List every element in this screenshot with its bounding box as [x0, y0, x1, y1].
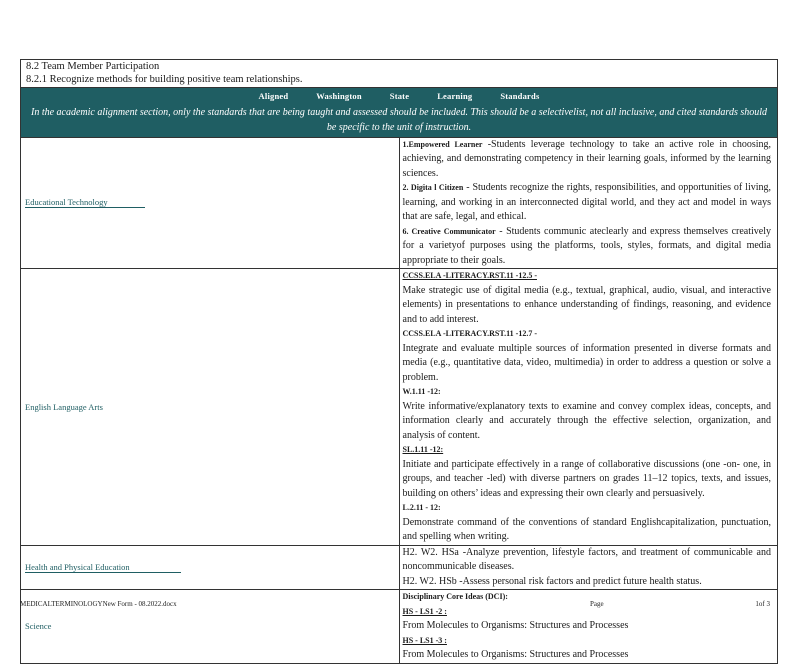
standard-line [403, 181, 772, 225]
row-label-text: English Language Arts [25, 401, 103, 412]
section-title: 8.2 Team Member Participation [26, 61, 160, 72]
standard-code: CCSS.ELA -LITERACY.RST.11 -12.7 - [402, 329, 537, 338]
row-content [399, 137, 778, 269]
standard-text: H2. W2. HSb -Assess personal risk factors and predict future health status. [402, 575, 702, 587]
alignment-banner [21, 88, 778, 138]
page-footer [20, 600, 780, 612]
row-label-english-language-arts [21, 269, 400, 546]
standard-code: L.2.11 - 12: [402, 503, 441, 512]
row-label-text: Health and Physical Education [25, 562, 181, 573]
standard-code: HS - LS1 -2 : [402, 606, 447, 616]
standard-code: Disciplinary Core Ideas (DCI): [402, 592, 508, 601]
table-row [21, 269, 778, 546]
standard-text: From Molecules to Organisms: Structures and Processes [402, 649, 629, 660]
row-content [399, 269, 778, 546]
standard-text: -Students leverage technology to take an active role in choosing, achieving, and demonstrating competency in their learning goals, informed by the learning sciences. [402, 138, 771, 179]
section-subtitle: 8.2.1 Recognize methods for building positive team relationships. [26, 73, 303, 85]
standard-code: W.1.11 -12: [402, 387, 441, 396]
table-row [21, 137, 778, 269]
banner-word: Learning [437, 91, 473, 101]
standard-text: Write informative/explanatory texts to examine and convey complex ideas, concepts, and information clearly and accurately through the effective selection, organization, and analysis of content. [402, 400, 771, 441]
standard-code: CCSS.ELA -LITERACY.RST.11 -12.5 - [402, 271, 537, 280]
standard-text: From Molecules to Organisms: Structures and Processes [402, 620, 629, 631]
banner-word: Washington [316, 91, 362, 101]
row-content [399, 545, 778, 590]
footer-filename: MEDICALTERMINOLOGYNew Form - 08.2022.docx [20, 600, 177, 608]
row-label-text: Educational Technology [25, 197, 145, 208]
standard-code: 6. Creative Communicator [402, 226, 496, 236]
footer-page-label: Page [590, 600, 604, 608]
standard-text: Integrate and evaluate multiple sources of information presented in diverse formats and media (e.g., quantitative data, video, multimedia) in order to address a question or solve a problem. [402, 342, 771, 383]
banner-heading [27, 89, 771, 105]
row-label-health-physical-education [21, 545, 400, 590]
standard-text: - Students communic ateclearly and express themselves creatively for a varietyof purposes using the platforms, tools, styles, formats, and digital media appropriate to their goals. [402, 225, 771, 266]
row-label-text: Science [25, 621, 52, 632]
table-row [21, 545, 778, 590]
banner-word: Aligned [258, 91, 289, 101]
standard-text: H2. W2. HSa -Analyze prevention, lifestyle factors, and treatment of communicable and noncommunicable diseases. [402, 546, 771, 572]
standard-text: Demonstrate command of the conventions of standard Englishcapitalization, punctuation, and spelling when writing. [402, 516, 771, 542]
section-title-cell [21, 60, 778, 88]
curriculum-table [20, 59, 778, 664]
standard-code: 1.Empowered Learner [402, 139, 483, 149]
banner-word: Standards [500, 91, 540, 101]
standard-line [403, 225, 772, 269]
row-label-educational-technology [21, 137, 400, 269]
standard-code: SL.1.11 -12: [402, 445, 444, 454]
standard-text: - Students recognize the rights, responsibilities, and opportunities of living, learning, and working in an interconnected digital world, and they act and model in ways that are safe, legal, and ethical. [402, 182, 771, 222]
banner-word: State [389, 91, 410, 101]
standard-text: Initiate and participate effectively in a range of collaborative discussions (one -on- one, in groups, and teacher -led) with diverse partners on grades 11–12 topics, texts, and issues, building on others’ ideas and expressing their own clearly and persuasively. [402, 458, 771, 499]
footer-page-count: 1of 3 [755, 600, 770, 608]
standard-text: Make strategic use of digital media (e.g., textual, graphical, audio, visual, and interactive elements) in presentations to enhance understanding of findings, reasoning, and evidence and to add interest. [402, 284, 771, 325]
standard-code: HS - LS1 -3 : [402, 635, 447, 645]
standard-code: 2. Digita l Citizen [402, 183, 464, 192]
banner-note: In the academic alignment section, only the standards that are being taught and assessed should be included. This should be a selectivelist, not all inclusive, and cited standards should be specific to the unit of instruction. [30, 106, 768, 133]
standard-line [403, 138, 772, 182]
